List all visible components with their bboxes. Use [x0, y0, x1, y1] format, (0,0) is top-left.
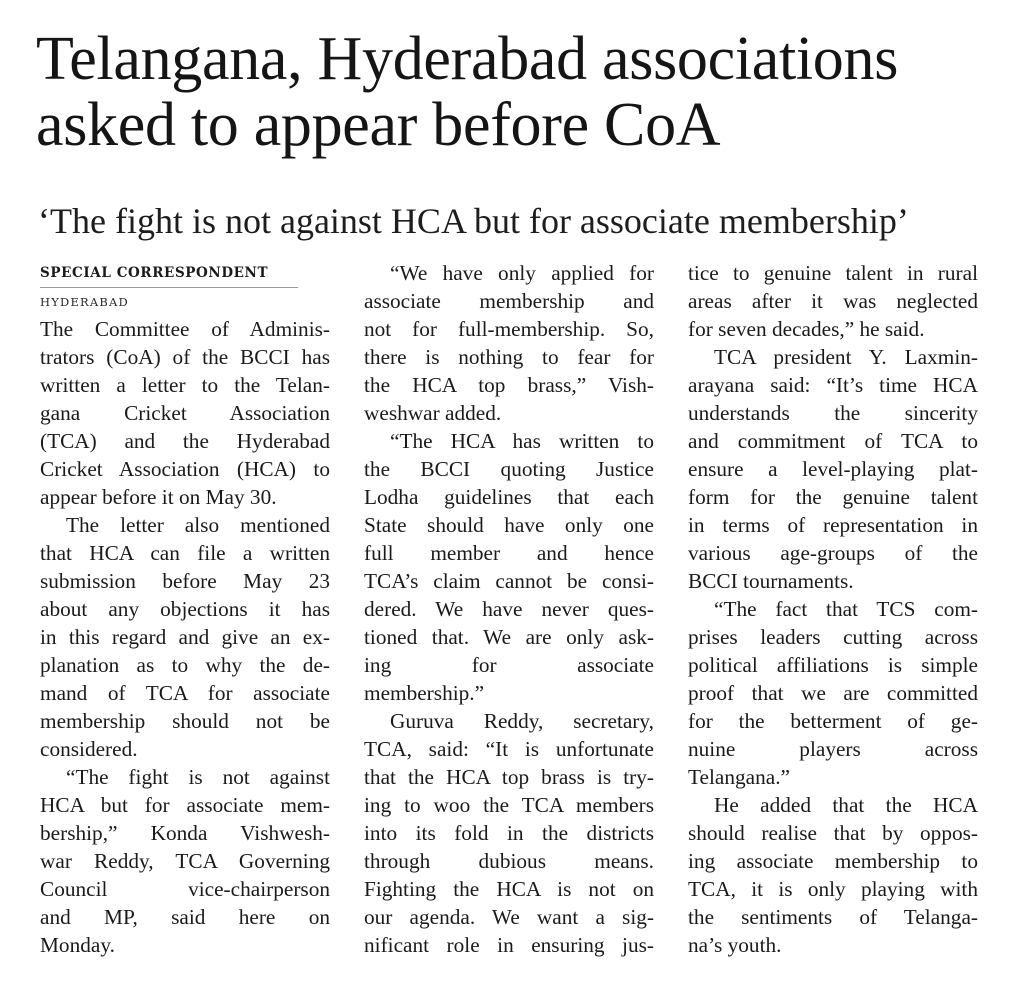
body-line: The letter also mentioned: [66, 513, 330, 537]
body-line: written a letter to the Telan-: [40, 373, 330, 397]
body-line: ing associate membership to: [688, 849, 978, 873]
body-line: ing to woo the TCA members: [364, 793, 654, 817]
body-line: arayana said: “It’s time HCA: [688, 373, 978, 397]
body-line: “The HCA has written to: [390, 429, 654, 453]
body-line: State should have only one: [364, 513, 654, 537]
body-line: TCA’s claim cannot be consi-: [364, 569, 654, 593]
body-line: Monday.: [40, 933, 115, 957]
body-line: appear before it on May 30.: [40, 485, 277, 509]
byline-author: SPECIAL CORRESPONDENT: [40, 265, 269, 281]
body-line: form for the genuine talent: [688, 485, 978, 509]
body-line: various age-groups of the: [688, 541, 978, 565]
body-line: membership should not be: [40, 709, 330, 733]
body-line: gana Cricket Association: [40, 401, 330, 425]
body-line: should realise that by oppos-: [688, 821, 978, 845]
body-line: through dubious means.: [364, 849, 654, 873]
body-line: trators (CoA) of the BCCI has: [40, 345, 330, 369]
body-line: the sentiments of Telanga-: [688, 905, 978, 929]
body-line: “The fact that TCS com-: [714, 597, 978, 621]
body-line: associate membership and: [364, 289, 654, 313]
body-line: TCA, said: “It is unfortunate: [364, 737, 654, 761]
body-line: dered. We have never ques-: [364, 597, 654, 621]
body-line: that HCA can file a written: [40, 541, 330, 565]
kicker-quote: ‘The fight is not against HCA but for associate membership’: [38, 201, 909, 241]
body-line: in this regard and give an ex-: [40, 625, 330, 649]
body-line: areas after it was neglected: [688, 289, 978, 313]
body-line: full member and hence: [364, 541, 654, 565]
body-line: (TCA) and the Hyderabad: [40, 429, 330, 453]
body-line: there is nothing to fear for: [364, 345, 654, 369]
body-line: our agenda. We want a sig-: [364, 905, 654, 929]
body-line: HCA but for associate mem-: [40, 793, 330, 817]
body-line: that the HCA top brass is try-: [364, 765, 654, 789]
body-line: TCA, it is only playing with: [688, 877, 978, 901]
body-line: submission before May 23: [40, 569, 330, 593]
body-line: “We have only applied for: [390, 261, 654, 285]
body-line: ensure a level-playing plat-: [688, 457, 978, 481]
body-line: the BCCI quoting Justice: [364, 457, 654, 481]
body-line: and commitment of TCA to: [688, 429, 978, 453]
body-line: war Reddy, TCA Governing: [40, 849, 330, 873]
body-line: proof that we are committed: [688, 681, 978, 705]
body-column-2: [364, 259, 654, 959]
body-line: about any objections it has: [40, 597, 330, 621]
body-line: na’s youth.: [688, 933, 782, 957]
body-line: not for full-membership. So,: [364, 317, 654, 341]
body-line: and MP, said here on: [40, 905, 330, 929]
body-line: mand of TCA for associate: [40, 681, 330, 705]
body-line: the HCA top brass,” Vish-: [364, 373, 654, 397]
body-line: Guruva Reddy, secretary,: [390, 709, 654, 733]
body-line: Fighting the HCA is not on: [364, 877, 654, 901]
body-line: tioned that. We are only ask-: [364, 625, 654, 649]
headline: [36, 26, 996, 158]
headline-line: Telangana, Hyderabad associations: [36, 25, 899, 93]
body-line: for the betterment of ge-: [688, 709, 978, 733]
body-line: into its fold in the districts: [364, 821, 654, 845]
body-column-1: [40, 315, 330, 959]
body-line: Cricket Association (HCA) to: [40, 457, 330, 481]
body-line: bership,” Konda Vishwesh-: [40, 821, 330, 845]
body-line: He added that the HCA: [714, 793, 978, 817]
byline-divider: [40, 287, 298, 288]
body-line: The Committee of Adminis-: [40, 317, 330, 341]
body-line: for seven decades,” he said.: [688, 317, 925, 341]
body-line: Council vice-chairperson: [40, 877, 330, 901]
body-line: nuine players across: [688, 737, 978, 761]
body-line: political affiliations is simple: [688, 653, 978, 677]
body-column-3: [688, 259, 978, 959]
body-line: nificant role in ensuring jus-: [364, 933, 654, 957]
byline: [40, 263, 340, 310]
body-line: ing for associate: [364, 653, 654, 677]
body-line: planation as to why the de-: [40, 653, 330, 677]
body-line: “The fight is not against: [66, 765, 330, 789]
dateline: HYDERABAD: [40, 295, 129, 309]
body-line: Lodha guidelines that each: [364, 485, 654, 509]
body-line: weshwar added.: [364, 401, 502, 425]
headline-line: asked to appear before CoA: [36, 91, 721, 159]
body-line: tice to genuine talent in rural: [688, 261, 978, 285]
body-line: membership.”: [364, 681, 485, 705]
body-line: considered.: [40, 737, 138, 761]
body-line: in terms of representation in: [688, 513, 978, 537]
body-line: BCCI tournaments.: [688, 569, 854, 593]
body-line: TCA president Y. Laxmin-: [714, 345, 978, 369]
body-line: Telangana.”: [688, 765, 790, 789]
body-line: understands the sincerity: [688, 401, 978, 425]
body-line: prises leaders cutting across: [688, 625, 978, 649]
